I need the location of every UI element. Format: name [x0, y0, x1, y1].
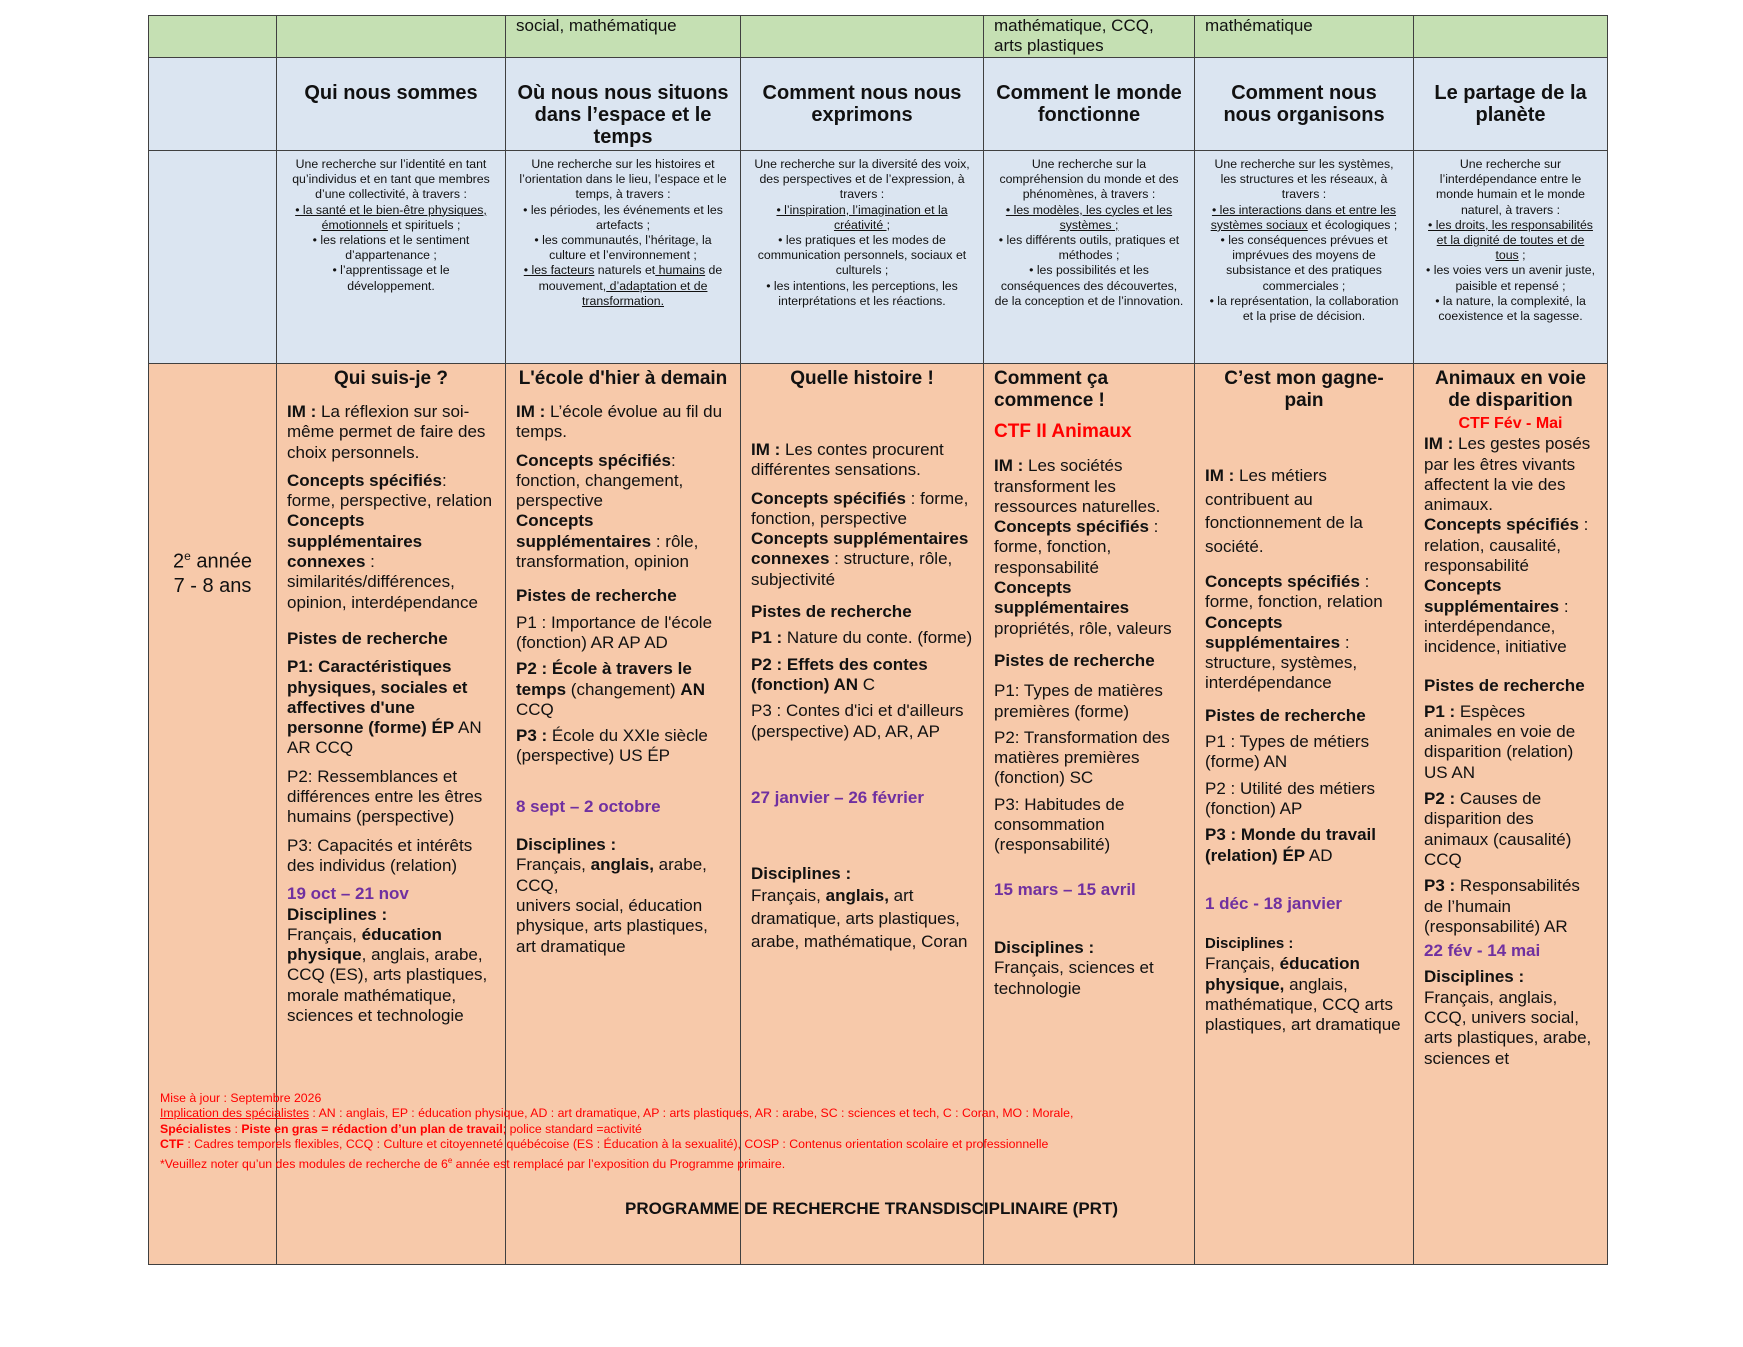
central-idea: IM : L’école évolue au fil du temps. [516, 402, 723, 442]
specified-concepts: Concepts spécifiés: forme, perspective, relation [287, 470, 493, 511]
description-item: • les possibilités et les conséquences des découvertes, de la conception et de l’innovation. [994, 263, 1184, 308]
description-item: • les différents outils, pratiques et méthodes ; [998, 233, 1180, 263]
disciplines: Français, anglais, CCQ, univers social, arts plastiques, arabe, sciences et [1424, 987, 1592, 1068]
unit-title: C’est mon gagne-pain [1224, 368, 1384, 411]
prt-table [148, 15, 1608, 1265]
specialists-legend: Spécialistes : Piste en gras = rédaction d’un plan de travail; police standard =activité [160, 1121, 642, 1136]
disciplines-heading: Disciplines : [1205, 935, 1294, 953]
lines-of-inquiry-heading: Pistes de recherche [287, 628, 448, 648]
unit-cell [1195, 364, 1414, 1265]
theme-title: Le partage de la planète [1434, 82, 1587, 126]
description-intro: Une recherche sur l’interdépendance entre le monde humain et le monde naturel, à travers : [1435, 157, 1586, 217]
disciplines-heading: Disciplines : [994, 937, 1095, 957]
top-cell [277, 16, 506, 58]
description-cell [741, 151, 984, 364]
inquiry-line: P1: Types de matières premières (forme) [994, 681, 1163, 721]
grade6-note: *Veuillez noter qu’un des modules de recherche de 6e année est remplacé par l’exposition du Programme primaire. [160, 1155, 786, 1171]
inquiry-line: P1 : Types de métiers (forme) AN [1205, 732, 1370, 772]
top-row [149, 16, 1608, 58]
grade-age: 7 - 8 ans [173, 574, 252, 597]
disciplines-heading: Disciplines : [287, 904, 388, 924]
theme-title: Qui nous sommes [304, 82, 478, 104]
description-empty-cell [149, 151, 277, 364]
inquiry-line: P1: Caractéristiques physiques, sociales et affectives d'une personne (forme) ÉP AN AR CCQ [287, 657, 482, 758]
description-intro: Une recherche sur la compréhension du monde et des phénomènes, à travers : [999, 157, 1179, 202]
description-intro: Une recherche sur les systèmes, les structures et les réseaux, à travers : [1214, 157, 1394, 202]
theme-cell [984, 58, 1195, 151]
description-item: • les conséquences prévues et imprévues des moyens de subsistance et des pratiques commerciales ; [1220, 233, 1388, 293]
description-item: • les relations et le sentiment d’appartenance ; [312, 233, 470, 263]
related-concepts: Concepts supplémentaires : interdépendance, incidence, initiative [1424, 576, 1569, 657]
related-concepts: Concepts supplémentaires connexes : structure, rôle, subjectivité [751, 529, 969, 589]
disciplines: Français, anglais, arabe, CCQ, [516, 855, 707, 895]
unit-title: Comment ça commence ! [994, 368, 1109, 411]
theme-title: Comment le monde fonctionne [996, 82, 1182, 126]
ctf-label: CTF Fév - Mai [1458, 415, 1563, 432]
document-title: PROGRAMME DE RECHERCHE TRANSDISCIPLINAIRE (PRT) [624, 1199, 1119, 1218]
unit-title: L'école d'hier à demain [518, 368, 728, 389]
description-row [149, 151, 1608, 364]
central-idea: IM : Les sociétés transforment les ressources naturelles. [994, 456, 1161, 516]
description-item: • les droits, les responsabilités et la dignité de toutes et de tous ; [1428, 217, 1593, 263]
ctf-note: CTF : Cadres temporels flexibles, CCQ : Culture et citoyenneté québécoise (ES : Éducation à la sexualité), COSP : Contenus orientation scolaire et professionnelle [160, 1137, 1049, 1152]
theme-title: Où nous nous situons dans l’espace et le temps [517, 82, 729, 148]
theme-cell [1414, 58, 1608, 151]
theme-cell [277, 58, 506, 151]
specified-concepts: Concepts spécifiés : forme, fonction, relation [1205, 572, 1383, 612]
specified-concepts: Concepts spécifiés: fonction, changement, perspective [516, 450, 684, 511]
central-idea: IM : Les contes procurent différentes sensations. [751, 440, 944, 480]
inquiry-line: P2: Ressemblances et différences entre les êtres humains (perspective) [287, 766, 483, 827]
top-cell [1414, 16, 1608, 58]
unit-dates: 22 fév - 14 mai [1424, 941, 1541, 961]
inquiry-line: P3: Habitudes de consommation (responsabilité) [994, 794, 1125, 855]
theme-empty-cell [149, 58, 277, 151]
lines-of-inquiry-heading: Pistes de recherche [516, 586, 677, 606]
inquiry-line: P3 : Monde du travail (relation) ÉP AD [1205, 825, 1376, 865]
inquiry-line: P2 : Utilité des métiers (fonction) AP [1205, 778, 1376, 818]
theme-cell [741, 58, 984, 151]
disciplines: Français, anglais, art dramatique, arts plastiques, arabe, mathématique, Coran [751, 886, 968, 952]
related-concepts: Concepts supplémentaires : rôle, transformation, opinion [516, 511, 699, 572]
description-item: • les intentions, les perceptions, les interprétations et les réactions. [766, 278, 958, 308]
lines-of-inquiry-heading: Pistes de recherche [1205, 705, 1366, 725]
top-cell: social, mathématique [506, 16, 741, 58]
description-intro: Une recherche sur la diversité des voix, des perspectives et de l’expression, à travers : [754, 157, 970, 202]
unit-title: Quelle histoire ! [790, 368, 934, 389]
unit-dates: 15 mars – 15 avril [994, 879, 1136, 899]
inquiry-line: P2 : Causes de disparition des animaux (causalité) CCQ [1424, 789, 1572, 869]
description-cell [984, 151, 1195, 364]
unit-cell [1414, 364, 1608, 1265]
specified-concepts: Concepts spécifiés : relation, causalité, responsabilité [1424, 515, 1589, 576]
lines-of-inquiry-heading: Pistes de recherche [994, 650, 1155, 670]
unit-title: Qui suis-je ? [333, 368, 449, 389]
description-item: • les communautés, l’héritage, la culture et l’environnement ; [534, 233, 712, 263]
inquiry-line: P2 : École à travers le temps (changement) AN CCQ [516, 659, 705, 719]
inquiry-line: P1 : Importance de l'école (fonction) AR AP AD [516, 612, 713, 652]
description-item: • l’apprentissage et le développement. [332, 263, 450, 293]
theme-cell [1195, 58, 1414, 151]
unit-dates: 27 janvier – 26 février [751, 787, 924, 807]
description-item: • les pratiques et les modes de communication personnels, sociaux et culturels ; [757, 233, 967, 278]
inquiry-line: P1 : Nature du conte. (forme) [751, 628, 973, 648]
unit-title: Animaux en voie de disparition [1435, 368, 1586, 411]
description-item: • la représentation, la collaboration et la prise de décision. [1209, 293, 1399, 324]
central-idea: IM : Les métiers contribuent au fonctionnement de la société. [1205, 466, 1363, 556]
inquiry-line: P3 : École du XXIe siècle (perspective) US ÉP [516, 726, 708, 766]
description-item: • l’inspiration, l’imagination et la créativité ; [776, 202, 948, 232]
description-item: • les modèles, les cycles et les systèmes ; [1005, 202, 1173, 232]
description-item: • les interactions dans et entre les systèmes sociaux et écologiques ; [1210, 202, 1398, 232]
related-concepts: Concepts supplémentaires connexes : similarités/différences, opinion, interdépendance [287, 511, 478, 612]
description-item: • la santé et le bien-être physiques, émotionnels et spirituels ; [295, 202, 487, 232]
inquiry-line: P3 : Responsabilités de l’humain (responsabilité) AR [1424, 876, 1580, 936]
inquiry-line: P2: Transformation des matières premières (fonction) SC [994, 727, 1170, 788]
ctf-label: CTF II Animaux [994, 421, 1132, 442]
related-concepts: Concepts supplémentaires propriétés, rôle, valeurs [994, 578, 1172, 638]
inquiry-line: P2 : Effets des contes (fonction) AN C [751, 654, 928, 694]
central-idea: IM : La réflexion sur soi-même permet de faire des choix personnels. [287, 402, 486, 462]
top-cell [149, 16, 277, 58]
disciplines: Français, éducation physique, anglais, arabe, CCQ (ES), arts plastiques, morale mathématique, sciences et technologie [287, 924, 488, 1026]
disciplines-heading: Disciplines : [1424, 967, 1525, 987]
lines-of-inquiry-heading: Pistes de recherche [751, 602, 912, 622]
unit-dates: 19 oct – 21 nov [287, 884, 409, 904]
specified-concepts: Concepts spécifiés : forme, fonction, responsabilité [994, 517, 1159, 577]
description-cell [277, 151, 506, 364]
description-item: • les voies vers un avenir juste, paisible et repensé ; [1425, 263, 1596, 293]
disciplines-heading: Disciplines : [751, 864, 852, 884]
description-cell [506, 151, 741, 364]
theme-title: Comment nous nous organisons [1223, 82, 1385, 126]
description-item: • les facteurs naturels et humains de mouvement, d’adaptation et de transformation. [523, 263, 723, 308]
description-intro: Une recherche sur les histoires et l’orientation dans le lieu, l’espace et le temps, à travers : [519, 157, 727, 202]
theme-row [149, 58, 1608, 151]
unit-dates: 1 déc - 18 janvier [1205, 893, 1343, 913]
description-item: • les périodes, les événements et les artefacts ; [523, 202, 723, 232]
grade-label: 2e année [173, 549, 252, 573]
specified-concepts: Concepts spécifiés : forme, fonction, perspective [751, 488, 969, 528]
top-cell [741, 16, 984, 58]
top-cell: mathématique [1195, 16, 1414, 58]
specialists-note: Implication des spécialistes : AN : anglais, EP : éducation physique, AD : art dramatique, AP : arts plastiques, AR : arabe, SC : sciences et tech, C : Coran, MO : Morale, [160, 1106, 1074, 1121]
update-note: Mise à jour : Septembre 2026 [160, 1091, 322, 1105]
description-intro: Une recherche sur l’identité en tant qu’individus et en tant que membres d’une collectivité, à travers : [292, 157, 490, 202]
theme-title: Comment nous nous exprimons [762, 82, 962, 126]
disciplines: Français, sciences et technologie [994, 958, 1154, 998]
inquiry-line: P3 : Contes d'ici et d'ailleurs (perspective) AD, AR, AP [751, 701, 964, 741]
inquiry-line: P3: Capacités et intérêts des individus (relation) [287, 835, 473, 875]
prt-document [148, 15, 1608, 1265]
top-cell: mathématique, CCQ, arts plastiques [984, 16, 1195, 58]
inquiry-line: P1 : Espèces animales en voie de disparition (relation) US AN [1424, 701, 1576, 782]
description-cell [1414, 151, 1608, 364]
description-cell [1195, 151, 1414, 364]
footnotes [160, 1091, 1073, 1172]
unit-dates: 8 sept – 2 octobre [516, 796, 661, 816]
disciplines-heading: Disciplines : [516, 835, 617, 855]
related-concepts: Concepts supplémentaires : structure, systèmes, interdépendance [1205, 612, 1358, 693]
description-item: • la nature, la complexité, la coexistence et la sagesse. [1435, 293, 1586, 324]
central-idea: IM : Les gestes posés par les êtres vivants affectent la vie des animaux. [1424, 434, 1591, 515]
disciplines: Français, éducation physique, anglais, mathématique, CCQ arts plastiques, art dramatique [1205, 954, 1401, 1035]
disciplines: univers social, éducation physique, arts plastiques, art dramatique [516, 895, 708, 956]
theme-cell [506, 58, 741, 151]
lines-of-inquiry-heading: Pistes de recherche [1424, 675, 1585, 695]
